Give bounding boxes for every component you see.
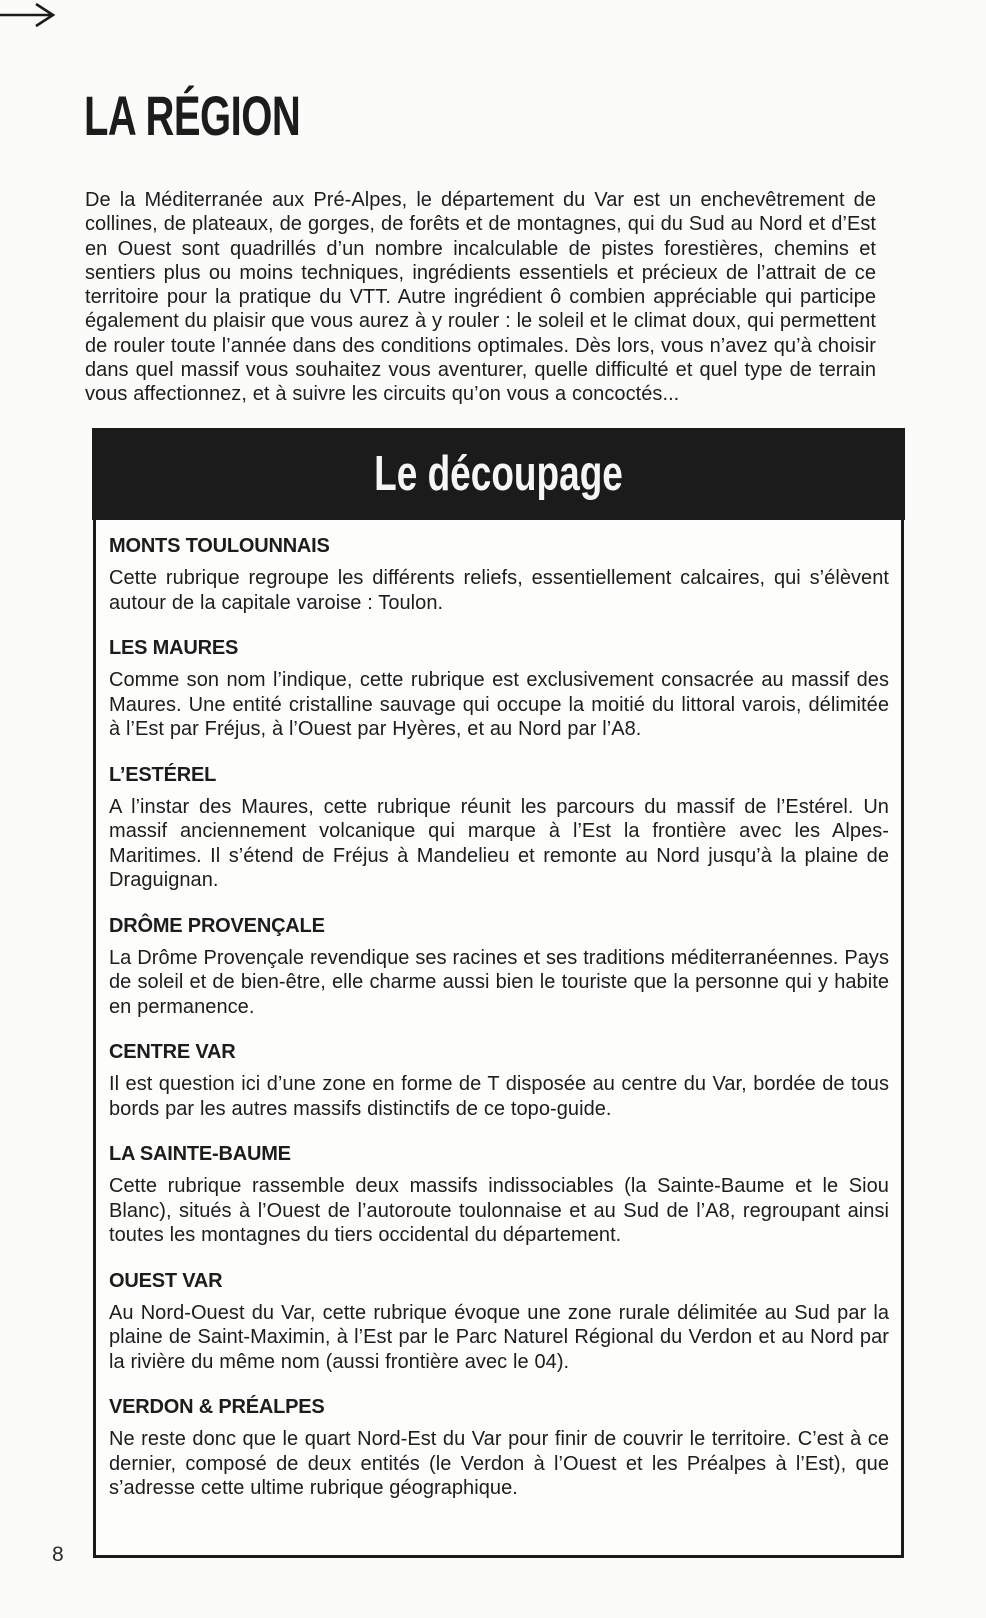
section-heading: VERDON & PRÉALPES [109, 1396, 325, 1418]
section-heading: MONTS TOULOUNNAIS [109, 535, 330, 557]
section-heading: CENTRE VAR [109, 1041, 236, 1063]
section-monts-toulounnais [109, 534, 889, 615]
section-heading: LA SAINTE-BAUME [109, 1143, 291, 1165]
section-heading: LES MAURES [109, 637, 239, 659]
section-body: Cette rubrique regroupe les différents reliefs, essentiellement calcaires, qui s’élèvent autour de la capitale varoise : Toulon. [109, 567, 889, 614]
section-verdon-prealpes [109, 1395, 889, 1501]
section-drome-provencale [109, 914, 889, 1020]
section-body: A l’instar des Maures, cette rubrique réunit les parcours du massif de l’Estérel. Un massif anciennement volcanique qui marque à l’Est la frontière avec les Alpes-Maritimes. Il s’étend de Fréjus à Mandelieu et remonte au Nord jusqu’à la plaine de Draguignan. [109, 795, 889, 891]
section-heading: L’ESTÉREL [109, 763, 217, 786]
intro-paragraph: De la Méditerranée aux Pré-Alpes, le département du Var est un enchevêtrement de collines, de plateaux, de gorges, de forêts et de montagnes, qui du Sud au Nord et d’Est en Ouest sont quadrillés d’un nombre incalculable de pistes forestières, chemins et sentiers plus ou moins techniques, ingrédients essentiels et précieux de l’attrait de ce territoire pour la pratique du VTT. Autre ingrédient ô combien appréciable qui participe également du plaisir que vous aurez à y rouler : le soleil et le climat doux, qui permettent de rouler toute l’année dans des conditions optimales. Dès lors, vous n’avez qu’à choisir dans quel massif vous souhaitez vous aventurer, quelle difficulté et quel type de terrain vous affectionnez, et à suivre les circuits qu’on vous a concoctés... [85, 189, 876, 406]
section-body: La Drôme Provençale revendique ses racines et ses traditions méditerranéennes. Pays de soleil et de bien-être, elle charme aussi bien le touriste que la personne qui y habite en permanence. [109, 946, 889, 1018]
section-body: Comme son nom l’indique, cette rubrique est exclusivement consacrée au massif des Maures. Une entité cristalline sauvage qui occupe la moitié du littoral varois, délimitée à l’Est par Fréjus, à l’Ouest par Hyères, et au Nord par l’A8. [109, 669, 889, 740]
page-title [84, 86, 301, 148]
page-title-text: LA RÉGION [84, 86, 301, 148]
decoupage-header [92, 428, 905, 520]
section-body: Ne reste donc que le quart Nord-Est du Var pour finir de couvrir le territoire. C’est à ce dernier, composé de deux entités (le Verdon à l’Ouest et les Préalpes à l’Est), que s’adresse cette ultime rubrique géographique. [109, 1428, 889, 1499]
section-body: Il est question ici d’une zone en forme de T disposée au centre du Var, bordée de tous bords par les autres massifs distinctifs de ce topo-guide. [109, 1073, 889, 1120]
section-body: Au Nord-Ouest du Var, cette rubrique évoque une zone rurale délimitée au Sud par la plaine de Saint-Maximin, à l’Est par le Parc Naturel Régional du Verdon et au Nord par la rivière du même nom (aussi frontière avec le 04). [109, 1301, 889, 1373]
decoupage-title: Le découpage [374, 446, 623, 501]
section-ouest-var [109, 1269, 889, 1375]
section-la-sainte-baume [109, 1142, 889, 1248]
section-heading: DRÔME PROVENÇALE [109, 914, 325, 937]
section-esterel [109, 763, 889, 893]
decoupage-box [93, 428, 904, 1558]
arrow-right-icon [0, 0, 58, 30]
section-centre-var [109, 1040, 889, 1121]
page-number: 8 [52, 1543, 64, 1566]
section-body: Cette rubrique rassemble deux massifs indissociables (la Sainte-Baume et le Siou Blanc), situés à l’Ouest de l’autoroute toulonnaise et au Sud de l’A8, regroupant ainsi toutes les montagnes du tiers occidental du département. [109, 1175, 889, 1246]
decoupage-body [96, 520, 901, 1501]
section-les-maures [109, 636, 889, 742]
section-heading: OUEST VAR [109, 1269, 223, 1292]
